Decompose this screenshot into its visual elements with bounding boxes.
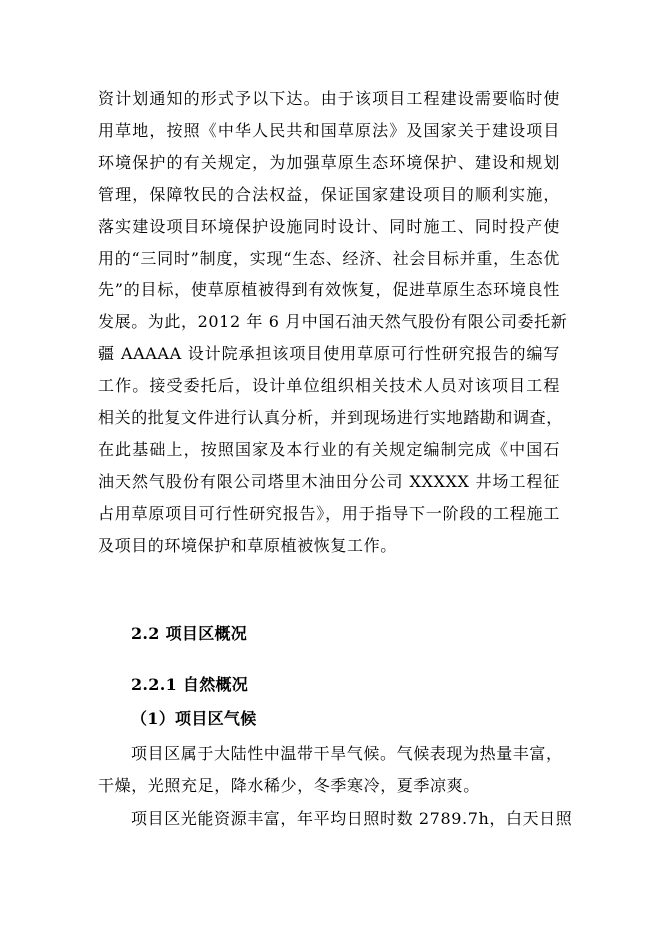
paragraph-line: 落实建设项目环境保护设施同时设计、同时施工、同时投产使 <box>98 216 560 236</box>
section-heading: 2.2 项目区概况 <box>131 624 248 643</box>
climate-paragraph <box>98 738 563 802</box>
paragraph-line: 用草地，按照《中华人民共和国草原法》及国家关于建设项目 <box>98 120 560 140</box>
paragraph-line: 发展。为此，2012 年 6 月中国石油天然气股份有限公司委托新 <box>98 312 568 332</box>
paragraph-line: 管理，保障牧民的合法权益，保证国家建设项目的顺利实施， <box>98 184 560 204</box>
paragraph-line: 项目区属于大陆性中温带干旱气候。气候表现为热量丰富， <box>131 744 563 763</box>
paragraph-line: 疆 AAAAA 设计院承担该项目使用草原可行性研究报告的编写 <box>98 344 560 364</box>
paragraph-line: 油天然气股份有限公司塔里木油田分公司 XXXXX 井场工程征 <box>98 471 560 491</box>
paragraph-line: 在此基础上，按照国家及本行业的有关规定编制完成《中国石 <box>98 439 560 459</box>
paragraph-line: 占用草原项目可行性研究报告》，用于指导下一阶段的工程施工 <box>98 503 560 523</box>
paragraph-line: 项目区光能资源丰富，年平均日照时数 2789.7h，白天日照 <box>131 809 573 828</box>
paragraph-line: 相关的批复文件进行认真分析，并到现场进行实地踏勘和调查， <box>98 408 563 428</box>
paragraph-line: 用的“三同时”制度，实现“生态、经济、社会目标并重，生态优 <box>98 248 560 268</box>
paragraph-line: 干燥，光照充足，降水稀少，冬季寒冷，夏季凉爽。 <box>98 775 480 795</box>
item-heading: （1）项目区气候 <box>131 709 257 728</box>
paragraph-line: 资计划通知的形式予以下达。由于该项目工程建设需要临时使 <box>98 89 560 108</box>
subsection-heading: 2.2.1 自然概况 <box>131 675 249 694</box>
paragraph-line: 工作。接受委托后，设计单位组织相关技术人员对该项目工程 <box>98 376 560 396</box>
sunlight-paragraph <box>98 803 573 835</box>
intro-paragraph <box>98 83 568 562</box>
paragraph-line: 先”的目标，使草原植被得到有效恢复，促进草原生态环境良性 <box>98 280 560 300</box>
paragraph-line: 及项目的环境保护和草原植被恢复工作。 <box>98 535 397 555</box>
paragraph-line: 环境保护的有关规定，为加强草原生态环境保护、建设和规划 <box>98 152 560 172</box>
